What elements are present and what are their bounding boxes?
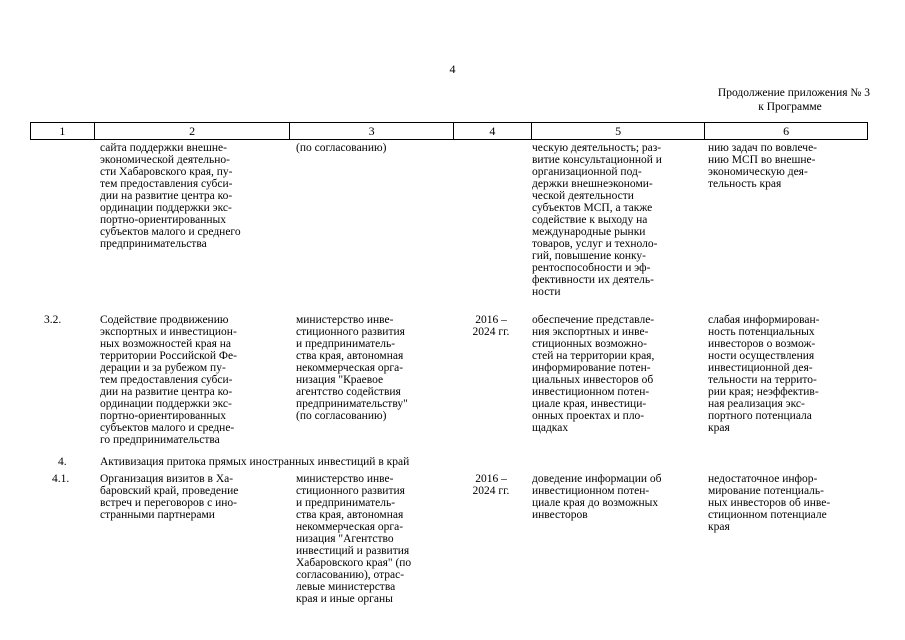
header-col-4: 4 bbox=[454, 123, 532, 139]
row-4-1-period: 2016 – 2024 гг. bbox=[472, 473, 510, 497]
row-3-2-executor: министерство инве- стиционного развития и предприниматель- ства края, автономная некоммерческая орга- низация "Краевое агентство содействия предпринимательству" (по согласованию) bbox=[296, 314, 408, 422]
row-3-2-number: 3.2. bbox=[44, 314, 62, 326]
row-4-number: 4. bbox=[58, 456, 67, 468]
row-4-1-number: 4.1. bbox=[52, 473, 70, 485]
row-4-1-executor: министерство инве- стиционного развития и предприниматель- ства края, автономная некоммерческая орга- низация "Агентство инвестиций и развития Хабаровского края" (по согласованию), отрас- левые министерства края и иные органы bbox=[296, 473, 412, 605]
appendix-line-1: Продолжение приложения № 3 bbox=[717, 87, 870, 99]
row-3-2-period: 2016 – 2024 гг. bbox=[472, 314, 510, 338]
cont-col-5: ческую деятельность; раз- витие консультационной и организационной под- держки внешнеэкономи- ческой деятельности субъектов МСП, а также содействие к выходу на международные рынки товаров, услуг и техноло- гий, повышение конку- рентоспособности и эф- фективности их деятель- ности bbox=[532, 142, 662, 298]
row-3-2-consequence: слабая информирован- ность потенциальных инвесторов о возмож- ности осуществления инвестиционной дея- тельности на террито- рии края; неэффектив- ная реализация экс- портного потенциала края bbox=[708, 314, 820, 434]
header-col-1: 1 bbox=[31, 123, 95, 139]
row-4-1-consequence: недостаточное инфор- мирование потенциаль- ных инвесторов об инве- стиционном потенциале края bbox=[708, 473, 831, 533]
row-4-1-result: доведение информации об инвестиционном потен- циале края до возможных инвесторов bbox=[532, 473, 662, 521]
row-4-1-measure: Организация визитов в Ха- баровский край, проведение встреч и переговоров с ино- странными партнерами bbox=[100, 473, 239, 521]
header-col-2: 2 bbox=[95, 123, 291, 139]
page-number: 4 bbox=[449, 62, 456, 76]
row-4-section-title: Активизация притока прямых иностранных инвестиций в край bbox=[100, 456, 410, 468]
table-header-row bbox=[30, 122, 868, 140]
appendix-caption bbox=[680, 86, 870, 114]
header-col-3: 3 bbox=[290, 123, 454, 139]
row-3-2-result: обеспечение представле- ния экспортных и инве- стиционных возможно- стей на территории края, информирование потен- циальных инвесторов об инвестиционном потен- циале края, инвестици- онных проектах и пло- щадках bbox=[532, 314, 655, 434]
cont-col-6: нию задач по вовлече- нию МСП во внешне- экономическую дея- тельность края bbox=[708, 142, 818, 190]
row-3-2-measure: Содействие продвижению экспортных и инвестицион- ных возможностей края на территории Российской Фе- дерации и за рубежом пу- тем предоставления субси- дии на развитие центра ко- ординации поддержки экс- портно-ориентированных субъектов малого и средне- го предпринимательства bbox=[100, 314, 237, 446]
header-col-6: 6 bbox=[783, 124, 790, 138]
cont-col-2: сайта поддержки внешне- экономической деятельно- сти Хабаровского края, пу- тем предоставления субси- дии на развитие центра ко- ординации поддержки экс- портно-ориентированных субъектов малого и среднего предпринимательства bbox=[100, 142, 241, 250]
cont-col-3: (по согласованию) bbox=[296, 142, 387, 154]
header-col-5: 5 bbox=[532, 123, 706, 139]
appendix-line-2: к Программе bbox=[758, 101, 822, 113]
